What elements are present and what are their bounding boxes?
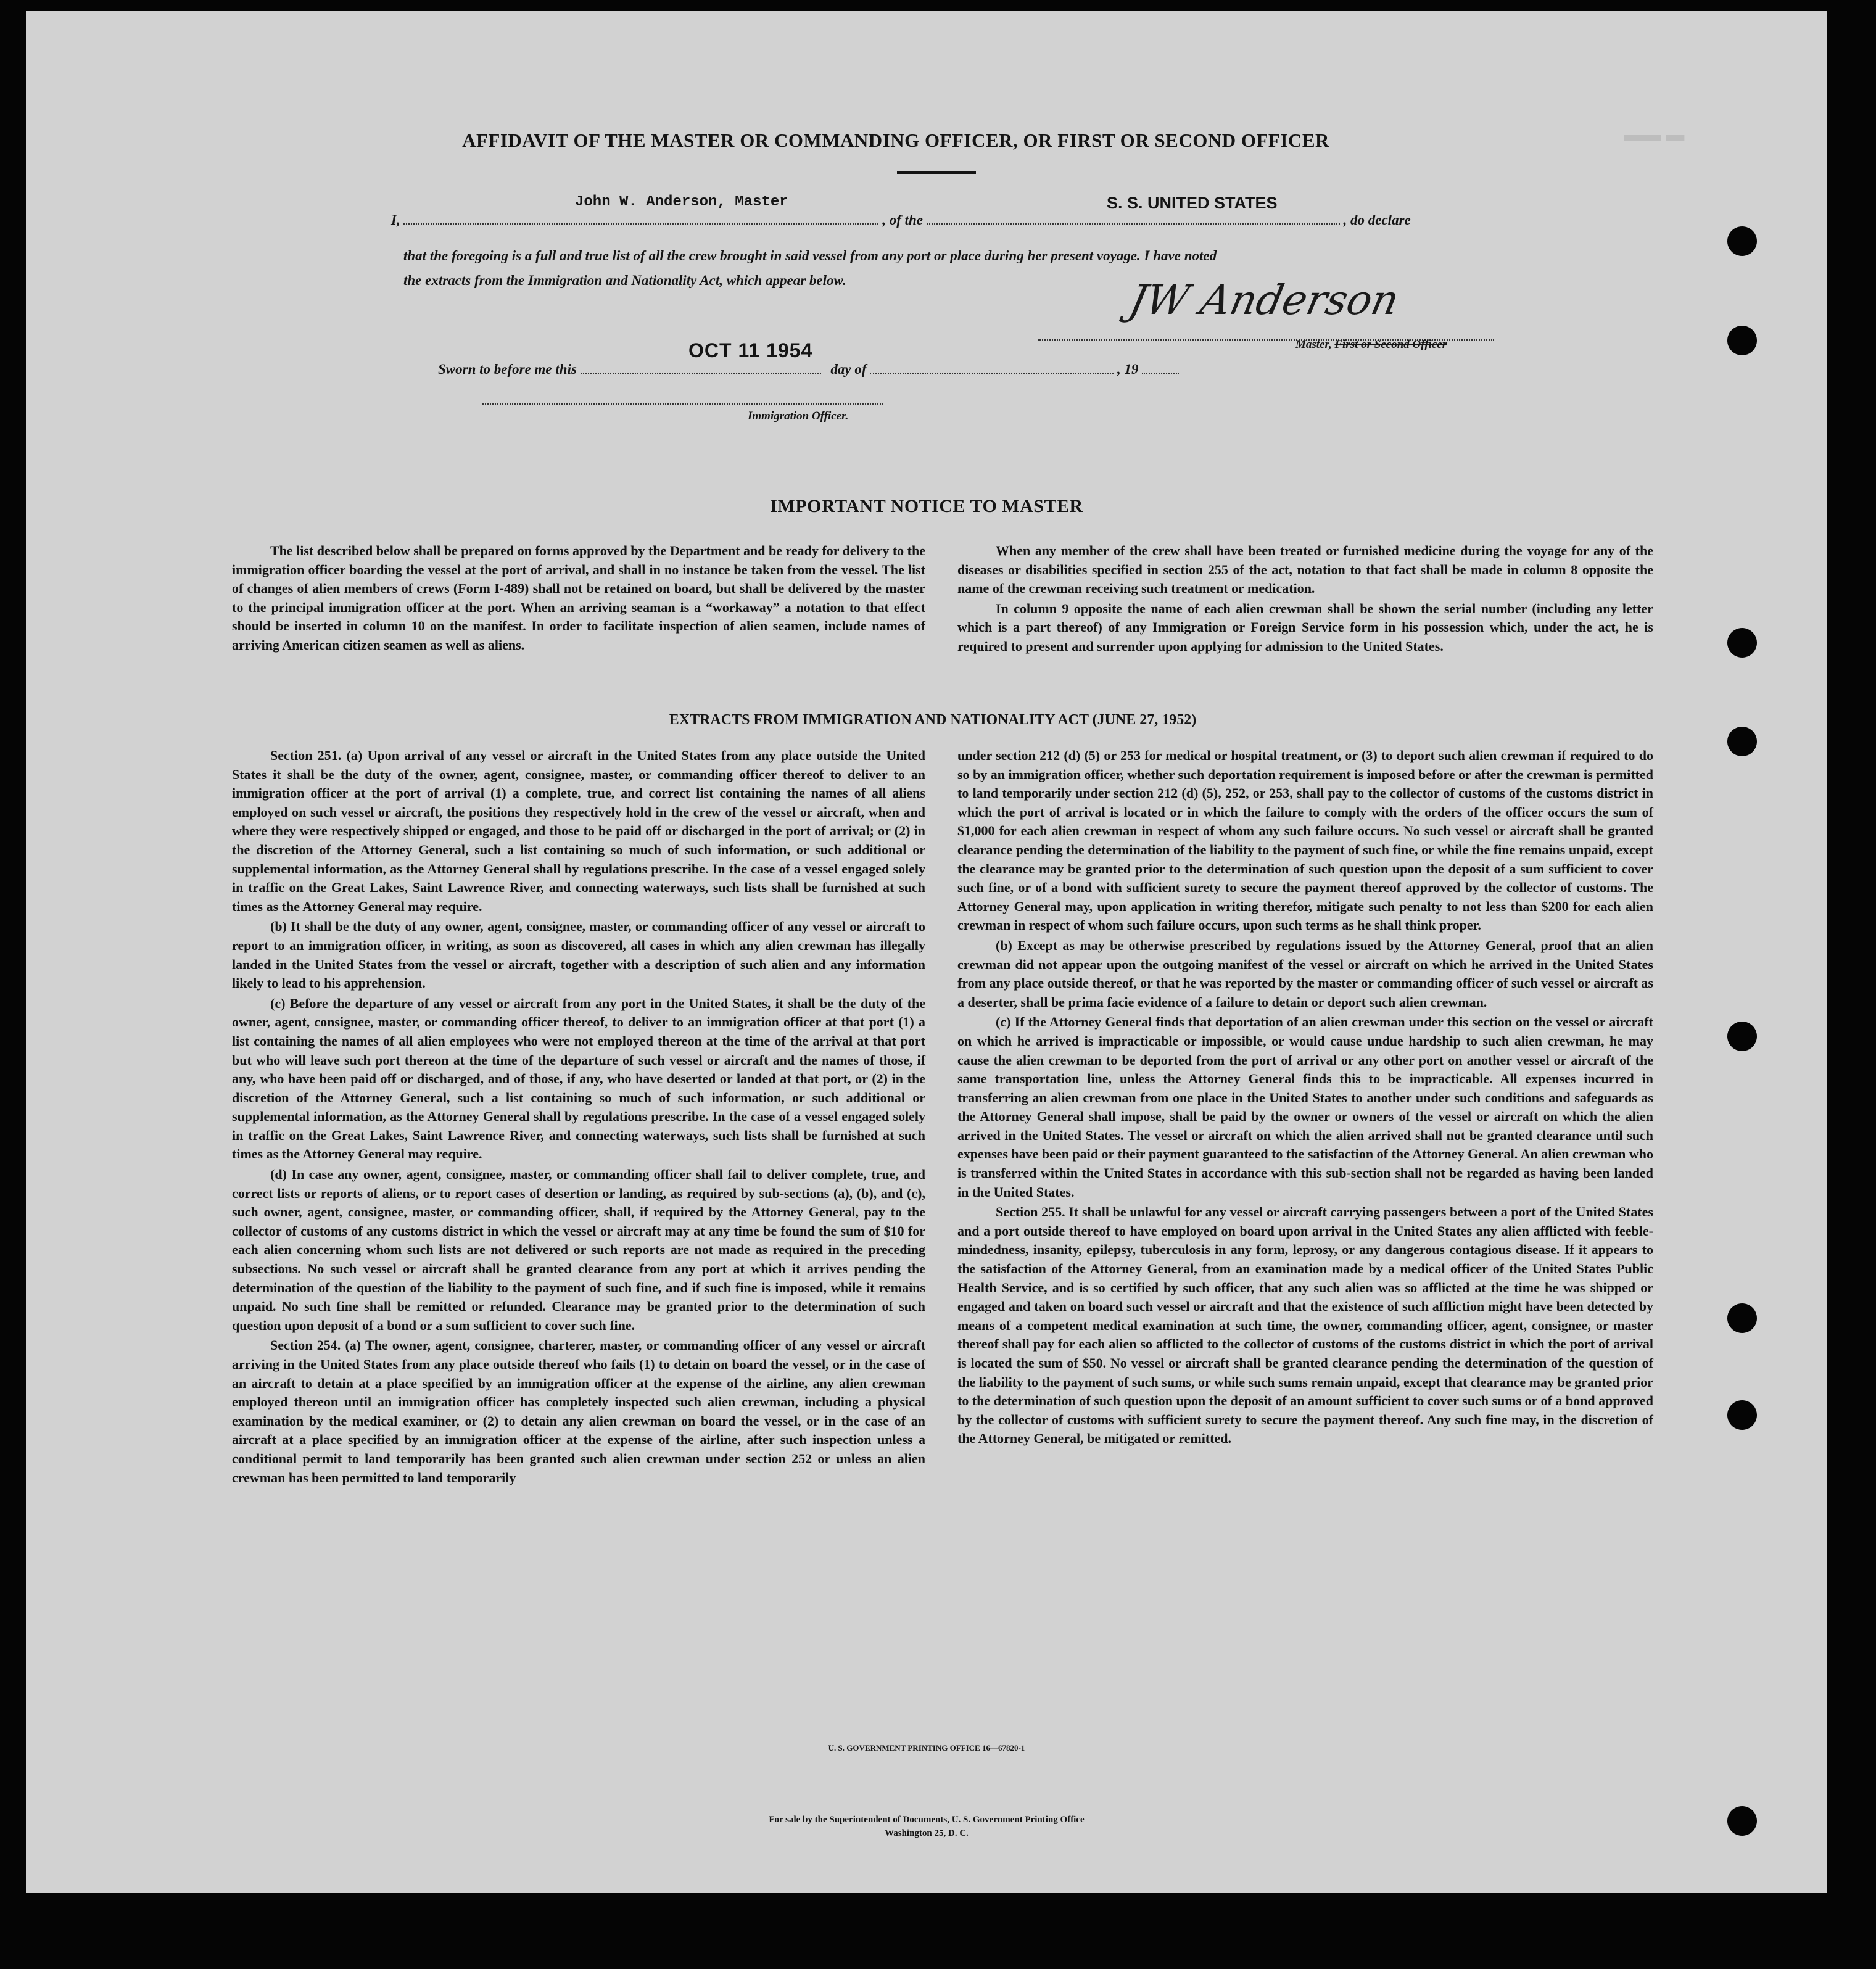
section-254-b: (b) Except as may be otherwise prescribed by regulations issued by the Attorney General, proof that an alien crewman did not appear upon the outgoing manifest of the vessel or aircraft on which he arrived in the United States from any place outside thereof, or that he was reported by the master or commanding officer of such vessel or aircraft as a deserter, shall be prima facie evidence of a failure to detain or deport such alien crewman. [957,937,1653,1010]
year-label: , 19 [1117,361,1139,377]
immigration-officer-label: Immigration Officer. [748,410,849,423]
notice-left-column [232,542,925,655]
affidavit-title: AFFIDAVIT OF THE MASTER OR COMMANDING OFFICER, OR FIRST OR SECOND OFFICER [462,130,1329,151]
i-label: I, [391,212,400,228]
sworn-dots [581,360,821,374]
punch-hole [1727,1022,1757,1051]
document-page [26,11,1827,1893]
section-251-d: (d) In case any owner, agent, consignee, master, or commanding officer shall fail to deliver complete, true, and correct lists or reports of aliens, or to report cases of desertion or landing, as required by sub-sections (a), (b), and (c), such owner, agent, consignee, master, or commanding officer, shall, if required by the Attorney General, pay to the collector of customs of any customs district in which the vessel or aircraft may at any time be found the sum of $10 for each alien concerning whom such lists are not delivered or such reports are not made as required in the preceding subsections. No such vessel or aircraft shall be granted clearance from any port at which it arrives pending the determination of the question of the liability to the payment of such fine, and if such fine is imposed, while it remains unpaid. No such fine shall be remitted or refunded. Clearance may be granted prior to the determination of such question upon deposit of a bond or a sum sufficient to cover such fine. [232,1166,925,1333]
signer-title [1295,338,1447,352]
section-251-b: (b) It shall be the duty of any owner, agent, consignee, master, or commanding officer of any vessel or aircraft to report to an immigration officer, in writing, as soon as discovered, all cases in which any alien crewman has illegally landed in the United States from the vessel or aircraft, together with a description of such alien and any information likely to lead to his apprehension. [232,918,925,991]
master-label: Master, [1295,338,1332,351]
notice-right-paragraph-2: In column 9 opposite the name of each alien crewman shall be shown the serial number (including any letter which is a part thereof) of any Immigration or Foreign Service form in his possession which, under the act, he is required to present and surrender upon applying for admission to the United States. [957,600,1653,654]
sworn-line [438,360,1179,378]
statement-line-2: the extracts from the Immigration and Nationality Act, which appear below. [403,273,846,288]
bleed-through-marks: ▬▬ ▬ [1624,125,1685,145]
extracts-right-column [957,746,1653,1448]
sale-notice-line-2: Washington 25, D. C. [885,1828,969,1838]
notice-left-paragraph: The list described below shall be prepared on forms approved by the Department and be ready for delivery to the immigration officer boarding the vessel at the port of arrival, and shall in no instance be taken from the vessel. The list of changes of alien members of crews (Form I-489) shall not be retained on board, but shall be delivered by the master to the principal immigration officer at the port. When an arriving seaman is a “workaway” a notation to that effect should be inserted in column 10 on the manifest. In order to facilitate inspection of alien seamen, include names of arriving American citizen seamen as well as aliens. [232,543,925,653]
notice-title: IMPORTANT NOTICE TO MASTER [770,496,1083,516]
punch-hole [1727,226,1757,256]
title-rule [897,171,976,174]
extracts-left-column [232,746,925,1487]
section-251-c: (c) Before the departure of any vessel or aircraft from any port in the United States, it shall be the duty of the owner, agent, consignee, master, or commanding officer thereof, to deliver to an immigration officer at that port (1) a list containing the names of all alien employees who were not employed thereon at the time of the arrival at that port but who will leave such port thereon at the time of the departure of such vessel or aircraft and the names of those, if any, who have been paid off or discharged, and of those, if any, who have deserted or landed at that port, or (2) in the discretion of the Attorney General, such a list containing so much of such information, or such additional or supplemental information, as the Attorney General shall by regulations prescribe. In the case of a vessel engaged solely in traffic on the Great Lakes, Saint Lawrence River, and connecting waterways, such lists shall be furnished at such times as the Attorney General may require. [232,995,925,1162]
section-254-a: Section 254. (a) The owner, agent, consignee, charterer, master, or commanding officer of any vessel or aircraft arriving in the United States from any place outside thereof who fails (1) to detain on board the vessel, or in the case of an aircraft to detain at a place specified by an immigration officer at the expense of the airline, any alien crewman employed thereon until an immigration officer has completely inspected such alien crewman, including a physical examination by the medical examiner, or (2) to detain any alien crewman on board the vessel, or in the case of an aircraft at a place specified by an immigration officer at the expense of the airline, after such inspection unless a conditional permit to land temporarily has been granted such alien crewman under section 252 or unless an alien crewman has been permitted to land temporarily [232,1337,925,1485]
section-254-c: (c) If the Attorney General finds that deportation of an alien crewman under this section on the vessel or aircraft on which he arrived is impracticable or impossible, or would cause undue hardship to such alien crewman, he may cause the alien crewman to be deported from the port of arrival or any other port on another vessel or aircraft of the same transportation line, unless the Attorney General finds this to be impracticable. All expenses incurred in transferring an alien crewman from one place in the United States to another under such conditions and safeguards as the Attorney General shall impose, shall be paid by the owner or owners of the vessel or aircraft on which the alien arrived in the United States. The vessel or aircraft on which the alien arrived shall not be granted clearance until such expenses have been paid or their payment guaranteed to the satisfaction of the Attorney General. An alien crewman who is transferred within the United States in accordance with this sub-section shall not be regarded as having been landed in the United States. [957,1014,1653,1200]
section-255: Section 255. It shall be unlawful for any vessel or aircraft carrying passengers between a port of the United States and a port outside thereof to have employed on board upon arrival in the United States any alien afflicted with feeble-mindedness, insanity, epilepsy, tuberculosis in any form, leprosy, or any dangerous contagious disease. If it appears to the satisfaction of the Attorney General, from an examination made by a medical officer of the United States Public Health Service, and is so certified by such officer, that any such alien was so afflicted at the time he was shipped or engaged and taken on board such vessel or aircraft and that the existence of such affliction might have been detected by means of a competent medical examination at such time, the owner, commanding officer, agent, consignee, or master thereof shall pay for each alien so afflicted to the collector of customs of the customs district in which the port of arrival is located the sum of $50. No vessel or aircraft shall be granted clearance pending the determination of the question of the liability to the payment of such sums, or while such sums remain unpaid, except that clearance may be granted prior to the determination of such question upon the deposit of an amount sufficient to cover such sums or of a bond approved by the collector of customs with sufficient surety to secure the payment thereof. Any such fine may, in the discretion of the Attorney General, be mitigated or remitted. [957,1204,1653,1447]
sale-notice-line-1: For sale by the Superintendent of Documents, U. S. Government Printing Office [769,1815,1085,1825]
officer-signature-line [482,402,883,405]
year-dots [1142,360,1179,374]
name-dots [403,211,878,225]
extracts-title: EXTRACTS FROM IMMIGRATION AND NATIONALITY ACT (JUNE 27, 1952) [669,712,1197,728]
sworn-label: Sworn to before me this [438,361,577,377]
punch-hole [1727,1400,1757,1430]
notice-right-column [957,542,1653,656]
declaration-line [391,211,1518,228]
master-signature: JW Anderson [1125,276,1403,324]
punch-hole [1727,628,1757,658]
section-251-a: Section 251. (a) Upon arrival of any vessel or aircraft in the United States from any place outside the United States it shall be the duty of the owner, agent, consignee, master, or commanding officer thereof to deliver to an immigration officer at the port of arrival (1) a complete, true, and correct list containing the names of all aliens employed on such vessel or aircraft, the positions they respectively hold in the crew of the vessel or aircraft, when and where they were respectively shipped or engaged, and those to be paid off or discharged in the port of arrival; or (2) in the discretion of the Attorney General, such a list containing so much of such information, or such additional or supplemental information, as the Attorney General shall by regulations prescribe. In the case of a vessel engaged solely in traffic on the Great Lakes, Saint Lawrence River, and connecting waterways, such lists shall be furnished at such times as the Attorney General may require. [232,748,925,914]
punch-hole [1727,1806,1757,1836]
notice-right-paragraph-1: When any member of the crew shall have been treated or furnished medicine during the voyage for any of the diseases or disabilities specified in section 255 of the act, notation to that fact shall be made in column 8 opposite the name of the crewman receiving such treatment or medication. [957,543,1653,596]
gpo-imprint: U. S. GOVERNMENT PRINTING OFFICE 16—67820-1 [828,1743,1025,1752]
month-dots [870,360,1114,374]
vessel-dots [927,211,1340,225]
do-declare-label: , do declare [1343,212,1411,228]
date-stamp: OCT 11 1954 [688,339,813,361]
day-of-label: day of [830,361,867,377]
of-the-label: , of the [882,212,924,228]
statement-line-1: that the foregoing is a full and true list of all the crew brought in said vessel from any port or place during her present voyage. I have noted [403,248,1217,263]
struck-officer-label: First or Second Officer [1334,338,1447,351]
section-254-a-continued: under section 212 (d) (5) or 253 for medical or hospital treatment, or (3) to deport such alien crewman if required to do so by an immigration officer, whether such deportation requirement is imposed before or after the crewman is permitted to land temporarily under section 212 (d) (5), 252, or 253, shall pay to the collector of customs of the customs district in which the port of arrival is located or in which the failure to comply with the orders of the officer occurs the sum of $1,000 for each alien crewman in respect of whom any such failure occurs. No such vessel or aircraft shall be granted clearance pending the determination of the liability to the payment of such fine, or while the fine remains unpaid, except the clearance may be granted prior to the determination of such question upon the deposit of a sum sufficient to cover such fine, or of a bond with sufficient surety to secure the payment thereof approved by the collector of customs. The Attorney General may, upon application in writing therefor, mitigate such penalty to not less than $200 for each alien crewman in respect of whom such failure occurs, upon such terms as he shall think proper. [957,748,1653,933]
punch-hole [1727,727,1757,756]
crew-master-name: John W. Anderson, Master [575,194,788,210]
punch-hole [1727,1303,1757,1333]
vessel-name: S. S. UNITED STATES [1107,194,1278,212]
punch-hole [1727,326,1757,355]
